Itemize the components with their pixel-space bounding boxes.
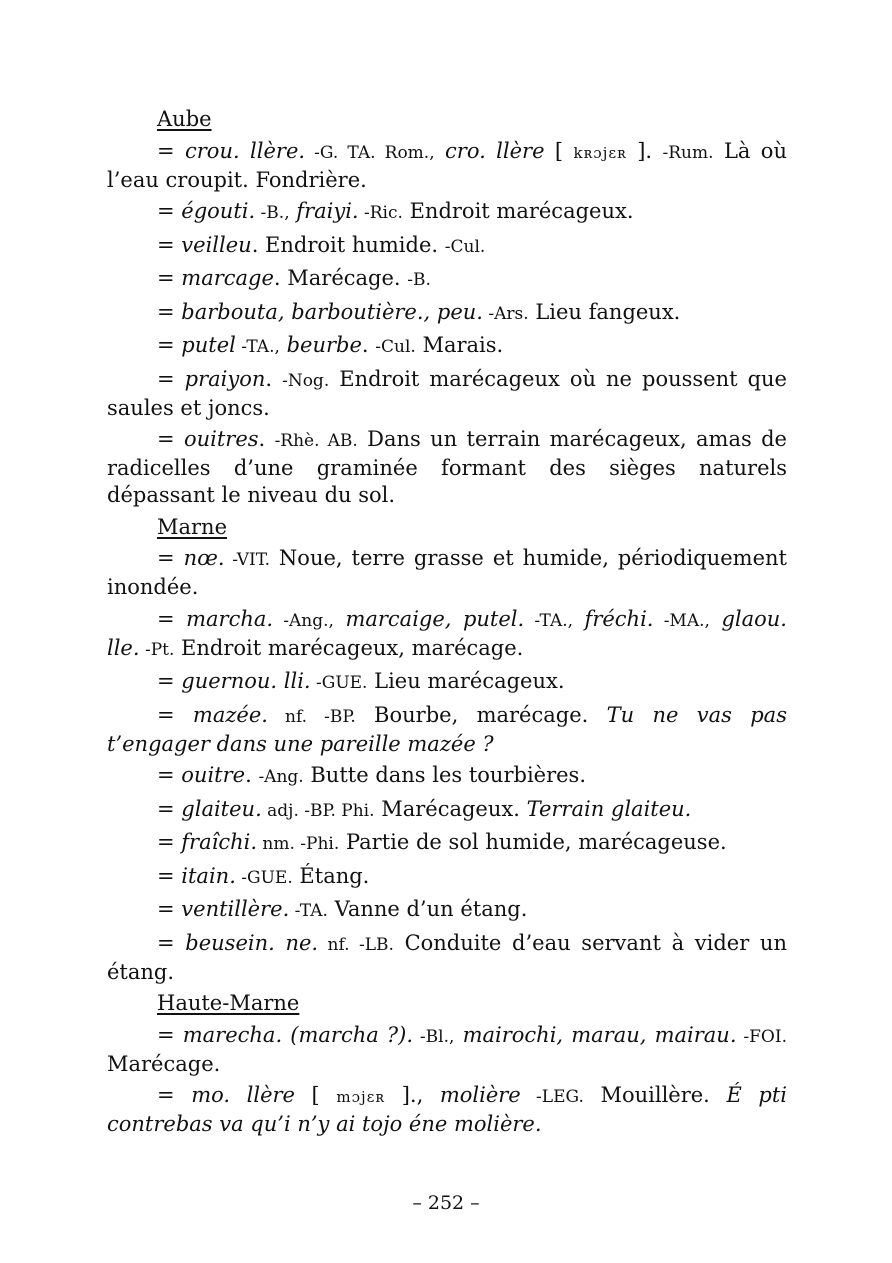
italic-text: fraîchi. (181, 830, 258, 854)
dictionary-entry (107, 545, 787, 601)
italic-text: beusein. ne. (185, 930, 319, 955)
abbreviation-text: -MA., (653, 610, 710, 631)
entry-text: . (245, 763, 259, 787)
entry-text (334, 607, 346, 631)
entry-text (710, 607, 722, 631)
dictionary-entry (107, 796, 787, 825)
abbreviation-text: -Ang., (273, 610, 334, 631)
abbreviation-text: -Rum. (662, 142, 714, 163)
italic-text: ouitres (183, 427, 259, 451)
italic-text: marcha. (186, 606, 274, 631)
entry-text (435, 139, 445, 163)
abbreviation-text: -Nog. (282, 370, 330, 391)
page-number: – 252 – (412, 1192, 480, 1214)
entry-text: Bourbe, marécage. (355, 702, 607, 727)
entry-text: Étang. (292, 863, 370, 888)
abbreviation-text: -Ars. (482, 303, 529, 324)
entry-text: Marécageux. (374, 796, 527, 821)
entry-text: Dans un terrain marécageux, amas de radicelles d’une graminée formant des sièges naturels dépassant le niveau du sol. (107, 427, 787, 507)
entry-text: = (157, 366, 185, 391)
italic-text: Tu ne vas pas t’engager dans une pareille mazée ? (107, 702, 787, 756)
entry-text: = (157, 232, 182, 257)
entry-text: Lieu marécageux. (367, 669, 565, 693)
dictionary-entry (107, 829, 787, 858)
italic-text: cro. llère (445, 138, 545, 163)
entry-text: ]. (626, 138, 663, 163)
page-body (107, 106, 787, 1143)
entry-text (280, 333, 287, 357)
dictionary-entry (107, 232, 787, 261)
entry-text: = (157, 266, 182, 290)
dictionary-entry (107, 930, 787, 986)
italic-text: putel (181, 333, 236, 357)
dictionary-entry (107, 332, 787, 361)
abbreviation-text: -GUE. (310, 673, 368, 693)
entry-text: = (157, 199, 182, 223)
entry-text: Conduite d’eau servant à vider un étang. (107, 930, 787, 984)
phonetic-text: mɔjɛʀ (336, 1088, 386, 1106)
abbreviation-text: -B. (407, 270, 431, 290)
dictionary-entry (107, 606, 787, 664)
dictionary-entry (107, 762, 787, 791)
entry-text: . Marécage. (273, 266, 408, 290)
entry-text: Endroit marécageux. (402, 199, 634, 223)
abbreviation-text: -Bl., (413, 1026, 455, 1047)
entry-text: Endroit marécageux où ne poussent que saules et joncs. (107, 366, 787, 420)
italic-text: glaou. lle. (107, 606, 787, 660)
entry-text: . (258, 427, 275, 451)
italic-text: beurbe (286, 333, 362, 357)
italic-text: itain. (181, 863, 236, 888)
entry-text: . (361, 333, 376, 357)
dictionary-entry (107, 265, 787, 294)
entry-text: . Endroit humide. (251, 232, 445, 257)
italic-text: crou. llère. (185, 138, 306, 163)
dictionary-entry (107, 702, 787, 758)
entry-text: Marécage. (107, 1051, 221, 1076)
italic-text: praiyon (184, 366, 266, 391)
entry-text: = (157, 1022, 183, 1047)
abbreviation-text: -Rhè. AB. (274, 431, 358, 451)
entry-text (454, 1023, 462, 1047)
italic-text: veilleu (181, 232, 252, 257)
entry-text: = (157, 138, 185, 163)
entry-text: ]., (385, 1083, 440, 1107)
entry-text: = (157, 897, 182, 921)
abbreviation-text: -GUE. (235, 867, 293, 888)
phonetic-text: kʀɔjɛʀ (573, 143, 627, 162)
dictionary-entry (107, 299, 787, 328)
abbreviation-text: -Cul. (444, 236, 486, 257)
dictionary-entry (107, 426, 787, 509)
entry-text: Lieu fangeux. (528, 299, 681, 324)
abbreviation-text: -G. TA. Rom., (305, 142, 435, 163)
abbreviation-text: -TA., (235, 337, 280, 357)
abbreviation-text: -Pt. (139, 639, 175, 660)
entry-text: = (157, 427, 184, 451)
entry-text: = (157, 546, 184, 570)
section-heading: Marne (157, 514, 228, 539)
italic-text: É pti contrebas va qu’i n’y ai tojo éne molière. (107, 1083, 787, 1136)
dictionary-entry (107, 138, 787, 194)
entry-text: Vanne d’un étang. (327, 897, 528, 921)
italic-text: mo. llère (191, 1083, 295, 1107)
italic-text: égouti. (181, 199, 256, 223)
italic-text: ventillère. (181, 897, 290, 921)
italic-text: ouitre (181, 763, 246, 787)
dictionary-entry (107, 366, 787, 422)
abbreviation-text: -Ric. (358, 203, 403, 223)
abbreviation-text: -B., (255, 203, 290, 223)
italic-text: mairochi, marau, mairau. (462, 1022, 737, 1047)
italic-text: glaiteu. (181, 796, 262, 821)
italic-text: mazée. (192, 702, 268, 727)
entry-text: = (157, 863, 182, 888)
dictionary-entry (107, 1022, 787, 1078)
italic-text: fraiyi. (296, 199, 359, 223)
italic-text: barbouta, barboutière., peu. (181, 299, 483, 324)
italic-text: marcaige, putel. (345, 606, 525, 631)
dictionary-entry (107, 896, 787, 925)
italic-text: fréchi. (584, 606, 654, 631)
entry-text: [ (544, 138, 574, 163)
entry-text: = (157, 763, 182, 787)
entry-text: = (157, 606, 187, 631)
entry-text: Butte dans les tourbières. (303, 763, 587, 787)
abbreviation-text: nf. -LB. (318, 934, 394, 955)
entry-text: Endroit marécageux, marécage. (174, 635, 524, 660)
italic-text: marecha. (marcha ?). (182, 1022, 414, 1047)
entry-text: Là où l’eau croupit. Fondrière. (107, 138, 787, 192)
dictionary-entry (107, 198, 787, 227)
entry-text: = (157, 299, 182, 324)
italic-text: guernou. lli. (181, 669, 311, 693)
section-heading: Aube (157, 107, 212, 131)
entry-text: = (157, 930, 186, 955)
dictionary-entry (107, 668, 787, 697)
italic-text: Terrain glaiteu. (526, 796, 692, 821)
entry-text: = (157, 796, 182, 821)
entry-text: Partie de sol humide, marécageuse. (339, 830, 727, 854)
dictionary-entry (107, 863, 787, 892)
abbreviation-text: -TA. (289, 901, 328, 921)
entry-text: Marais. (415, 333, 504, 357)
abbreviation-text: nf. -BP. (267, 706, 356, 727)
italic-text: marcage (181, 266, 274, 290)
abbreviation-text: -TA., (524, 610, 574, 631)
abbreviation-text: -Cul. (375, 337, 416, 357)
entry-text: [ (294, 1083, 337, 1107)
section-heading: Haute-Marne (157, 991, 300, 1015)
abbreviation-text: -Ang. (258, 767, 304, 787)
entry-text: . (265, 366, 283, 391)
entry-text: Mouillère. (583, 1083, 727, 1107)
italic-text: nœ. (183, 546, 225, 570)
entry-text: = (157, 830, 182, 854)
entry-text (573, 607, 585, 631)
italic-text: molière (439, 1083, 521, 1107)
abbreviation-text: adj. -BP. Phi. (261, 800, 375, 821)
abbreviation-text: -FOI. (736, 1026, 787, 1047)
abbreviation-text: -VIT. (224, 550, 270, 570)
abbreviation-text: -LEG. (520, 1087, 584, 1107)
entry-text: = (157, 669, 182, 693)
dictionary-entry (107, 1082, 787, 1138)
abbreviation-text: nm. -Phi. (257, 834, 340, 854)
entry-text: = (157, 333, 182, 357)
entry-text: Noue, terre grasse et humide, périodiquement inondée. (107, 546, 787, 599)
entry-text: = (157, 1083, 192, 1107)
entry-text: = (157, 702, 193, 727)
